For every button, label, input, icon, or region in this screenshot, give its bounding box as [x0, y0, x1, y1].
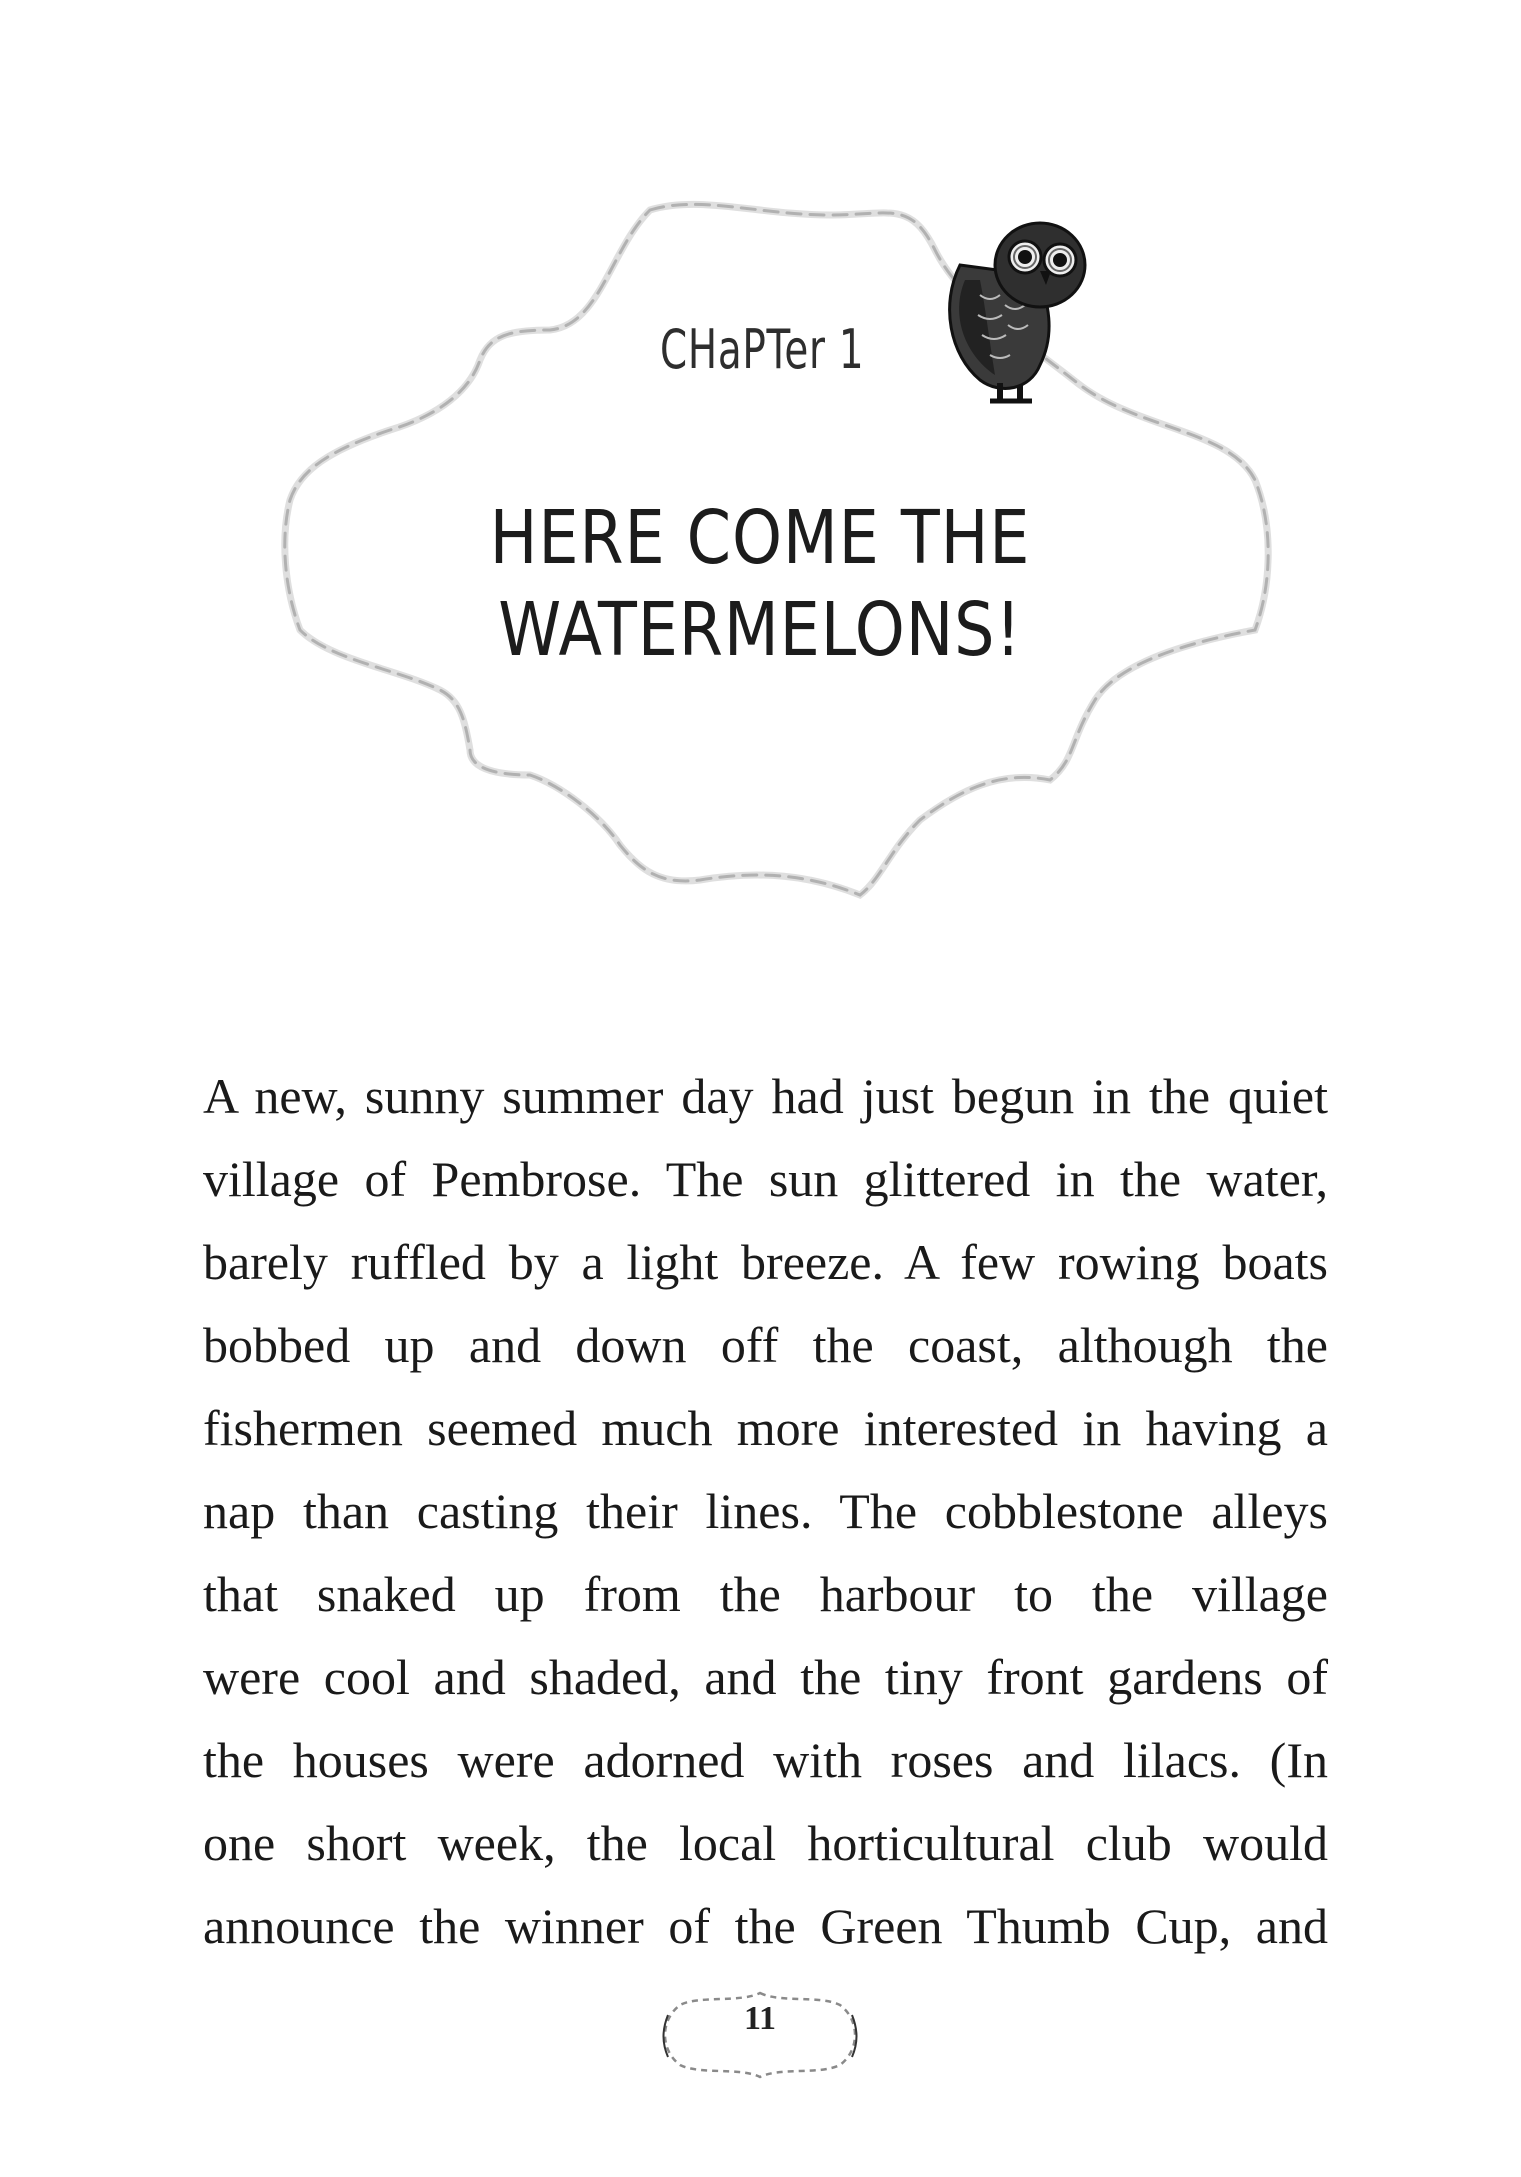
text-line: barely ruffled by a light breeze. A few rowing boats: [203, 1234, 1328, 1290]
chapter-title: [416, 492, 1104, 676]
page-number: 11: [743, 2000, 777, 2037]
text-line: that snaked up from the harbour to the village: [203, 1566, 1328, 1622]
chapter-title-line-2: WATERMELONS!: [498, 587, 1022, 673]
owl-icon: [920, 205, 1130, 405]
text-line: A new, sunny summer day had just begun in the quiet: [203, 1068, 1328, 1124]
text-line: bobbed up and down off the coast, although the: [203, 1317, 1328, 1373]
chapter-title-line-1: HERE COME THE: [489, 495, 1031, 581]
text-line: were cool and shaded, and the tiny front gardens of: [203, 1649, 1328, 1705]
text-line: nap than casting their lines. The cobblestone alleys: [203, 1483, 1328, 1539]
text-line: the houses were adorned with roses and lilacs. (In: [203, 1732, 1328, 1788]
text-line: one short week, the local horticultural club would: [203, 1815, 1328, 1871]
text-line: village of Pembrose. The sun glittered in the water,: [203, 1151, 1328, 1207]
text-line: announce the winner of the Green Thumb Cup, and: [203, 1898, 1328, 1954]
body-paragraph: [203, 1055, 1328, 1968]
text-line: fishermen seemed much more interested in having a: [203, 1400, 1328, 1456]
chapter-label: CHaPTer 1: [660, 318, 865, 381]
